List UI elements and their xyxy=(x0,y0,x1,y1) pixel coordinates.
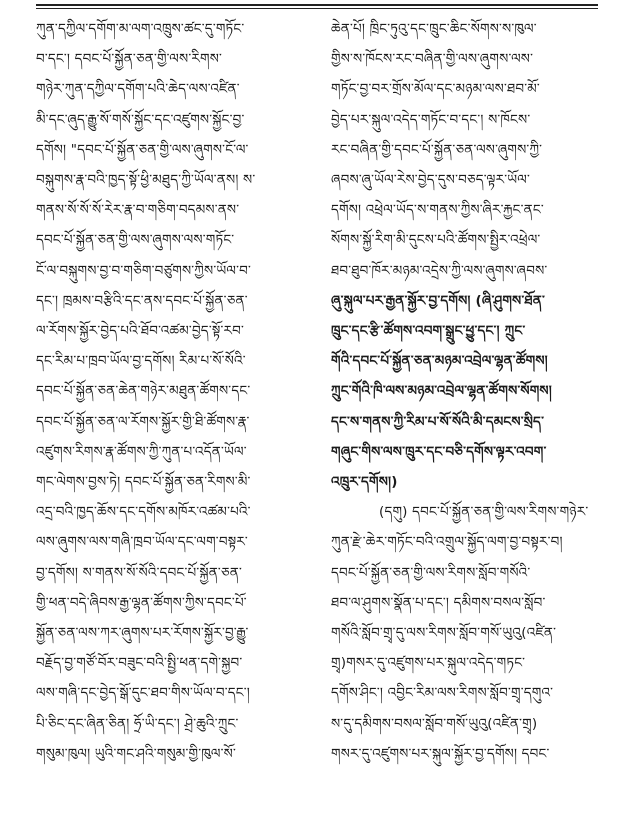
text-line: གྱིས་ས་ཁོངས་རང་བཞིན་གྱི་ལས་ཞུགས་ལས་ xyxy=(331,51,534,68)
text-line: དབང་པོ་སྐྱོན་ཅན་གྱི་ལས་ཞུགས་ལས་གཏོང་ xyxy=(36,232,235,249)
text-line: གང་ལེགས་བྱས་ཏེ། དབང་པོ་སྐྱོན་ཅན་རིགས་མི་ xyxy=(36,474,251,491)
text-line: དགོས། འཕྲེལ་ཡོད་ས་གནས་ཀྱིས་ཞིར་རྐྱང་ནང་ xyxy=(331,202,544,219)
bold-text-line: དང་ས་གནས་ཀྱི་རིམ་པ་སོ་སོའི་མི་དམངས་སྲིད་ xyxy=(331,413,545,430)
text-line: དགོས་ཤིང་། འབྱིང་རིམ་ལས་རིགས་སློབ་གྲྭ་དགུའ་ xyxy=(331,685,554,702)
text-line: གྱི་ཕན་བདེ་ཞིབས་རྒྱ་ལྷན་ཚོགས་ཀྱིས་དབང་པོ་ xyxy=(36,594,247,611)
text-line: ལས་གཞི་དང་བྱེད་སྒོ་དུང་ཐབ་གིས་ཡོལ་བ་དང་། xyxy=(36,685,250,702)
text-line: པི་ཅིང་དང་ཞིན་ཅིན། ཧྲོ་ཡི་དང་། ཤྲེ་ཆུའི་ཀྲུང་ xyxy=(36,715,239,732)
text-line: སོགས་སྐྱོ་རིག་མི་དུངས་པའི་ཚོགས་སྤྱིར་འཕྲེལ་ xyxy=(331,232,541,249)
text-line: གཏོང་བྱ་བར་གྲོས་མོལ་དང་མཉམ་ལས་ཐབ་མོ་ xyxy=(331,81,540,98)
column-gutter xyxy=(316,14,317,824)
text-line: གསུམ་ཁུལ། ཡུའི་གང་ཤའི་གསུམ་གྱི་ཁུལ་སོ་ xyxy=(36,745,237,762)
text-line: གནས་སོ་སོ་སོ་རེར་རྣ་བ་གཅིག་བདམས་ནས་ xyxy=(36,202,240,219)
bold-text-line: གཞུང་གིས་ལས་ཁྲུར་དང་བཅི་དགོས་ལྟར་འབག་ xyxy=(331,443,547,460)
text-line: ཐབ་ཐུབ་ཁོར་མཉམ་འདྲེས་ཀྱི་ལས་ཞུགས་ཞབས་ xyxy=(331,262,548,279)
text-line: གྲྭ)གསར་དུ་འཛུགས་པར་སྐུལ་འདེད་གཏང་ xyxy=(331,655,526,672)
text-line: མི་དང་ཞུད་རྒྱུ་སོ་གསོ་སྐྱོང་དང་འཛུགས་སྐྱོང་བྱ་ xyxy=(36,111,245,128)
text-line: དབང་པོ་སྐྱོན་ཅན་ལ་རོགས་སྐྱོར་གྱི་ཐི་ཚོགས་རྣ་ xyxy=(36,413,250,430)
text-line: བརྗོད་བྱ་གཙོ་བོར་བཟུང་བའི་སྤྱི་ཕན་དགེ་སྐྱབ་ xyxy=(36,655,243,672)
text-line: ས་དུ་དམིགས་བསལ་སློབ་གསོ་ཡུའུ(འཛིན་གྲྭ) xyxy=(331,715,538,732)
text-line: གསར་དུ་འཛུགས་པར་སྐུལ་སྐྱོར་བྱ་དགོས། དབང་ xyxy=(331,745,550,762)
text-line: ཞབས་ཞུ་ཡོལ་རེས་བྱེད་དུས་བཅད་ལྟར་ཡོལ་ xyxy=(331,172,530,189)
text-line: ཀུན་དཀྱིལ་དགོག་མ་ལག་འཁྲུས་ཚང་དུ་གཏོང་ xyxy=(36,21,245,37)
text-line: སྐྱོན་ཅན་ལས་ཀར་ཞུགས་པར་རོགས་སྐྱོར་བྱ་རྒྱུ་ xyxy=(36,625,249,642)
text-line: དང་རིམ་པ་ཁྲབ་ཡོལ་བྱ་དགོས། རིམ་པ་སོ་སོའི་ xyxy=(36,353,246,370)
text-line: རང་བཞིན་གྱི་དབང་པོ་སྐྱོན་ཅན་ལས་ཞུགས་ཀྱི་ xyxy=(331,141,543,158)
text-line: བསྐུགས་རྣ་བའི་ཁྱད་སྟོ་ཕྱི་མཐུད་ཀྱི་ཡོལ་ནས། ས་ xyxy=(36,172,256,189)
bold-text-line: ཞུ་སྐུལ་པར་རྒྱན་སྐྱོར་བྱ་དགོས། (ཞི་ཤུགས་ཐོན་ xyxy=(331,292,545,309)
text-line: བྱ་དགོས། ས་གནས་སོ་སོའི་དབང་པོ་སྐྱོན་ཅན་ xyxy=(36,564,242,581)
text-line: ལས་ཞུགས་ལས་གཞི་ཁྲབ་ཡོལ་དང་ལག་བསྟར་ xyxy=(36,534,248,551)
left-text-column xyxy=(36,14,304,832)
right-text-column xyxy=(331,14,597,832)
bold-text-line: ཁྲུང་དང་རྩི་ཚོགས་འབག་སྒྲུང་ཕྱུ་དང་། ཀྲུང་ xyxy=(331,323,526,340)
text-line: ངོ་ལ་བསྐུགས་བྱ་བ་གཅིག་བཙུགས་ཀྱིས་ཡོལ་བ་ xyxy=(36,262,251,279)
text-line: དབང་པོ་སྐྱོན་ཅན་ཆེན་གཉེར་མཐུན་ཚོགས་དང་ xyxy=(36,383,251,400)
text-line: དབང་པོ་སྐྱོན་ཅན་གྱི་ལས་རིགས་སློབ་གསོའི་ xyxy=(331,564,531,581)
text-line: འཛུགས་རིགས་རྣ་ཚོགས་ཀྱི་ཀུན་པ་འདོན་ཡོལ་ xyxy=(36,443,247,460)
text-line: གཉེར་ཀུན་དཀྱིལ་དགོག་པའི་ཆེད་ལས་འཛིན་ xyxy=(36,81,240,98)
text-line: བ་དང་། དབང་པོ་སྐྱོན་ཅན་གྱི་ལས་རིགས་ xyxy=(36,51,223,68)
text-line: ཀུན་རྫེ་ཆེར་གཏོང་བའི་འགྲུལ་སྐྱོད་ལག་བྱ་བསྟར་བ། xyxy=(331,534,563,551)
text-line: བྱེད་པར་སྐུལ་འདེད་གཏོང་བ་དང་། ས་ཁོངས་ xyxy=(331,111,531,128)
text-line: དགོས། "དབང་པོ་སྐྱོན་ཅན་གྱི་ལས་ཞུགས་ངོ་ལ་ xyxy=(36,141,249,158)
text-line: དང་། ཁྲམས་བརྩིའི་དང་ནས་དབང་པོ་སྐྱོན་ཅན་ xyxy=(36,292,248,309)
text-line: ཐབ་ལ་ཤུགས་སྣོན་པ་དང་། དམིགས་བསལ་སློབ་ xyxy=(331,594,546,611)
text-line: (དགུ) དབང་པོ་སྐྱོན་ཅན་གྱི་ལས་རིགས་གཉེར་ xyxy=(379,504,589,521)
bold-text-line: ཀྲུང་གོའི་ཁི་ལས་མཉམ་འབྲེལ་ལྷན་ཚོགས་སོགས། xyxy=(331,383,552,400)
text-line: ཆེན་པོ། ཁྲིང་ཏུའུ་དང་ཁྲུང་ཆིང་སོགས་ས་ཁུལ་ xyxy=(331,21,537,37)
text-line: འདྲ་བའི་ཁྱད་ཆོས་དང་དགོས་མཁོར་འཚམ་པའི་ xyxy=(36,504,251,521)
bold-text-line: འཁྲུར་དགོས།) xyxy=(331,474,398,491)
text-line: གསོའི་སློབ་གྲྭ་དུ་ལས་རིགས་སློབ་གསོ་ཡུའུ(འཛིན་ xyxy=(331,625,557,642)
bold-text-line: གོའི་དབང་པོ་སྐྱོན་ཅན་མཉམ་འབྲེལ་ལྷན་ཚོགས། xyxy=(331,353,548,370)
text-line: ལ་རོགས་སྐྱོར་བྱེད་པའི་ཐོབ་འཚམ་བྱེད་སྟོ་རབ་ xyxy=(36,323,245,340)
top-rule xyxy=(36,4,598,9)
